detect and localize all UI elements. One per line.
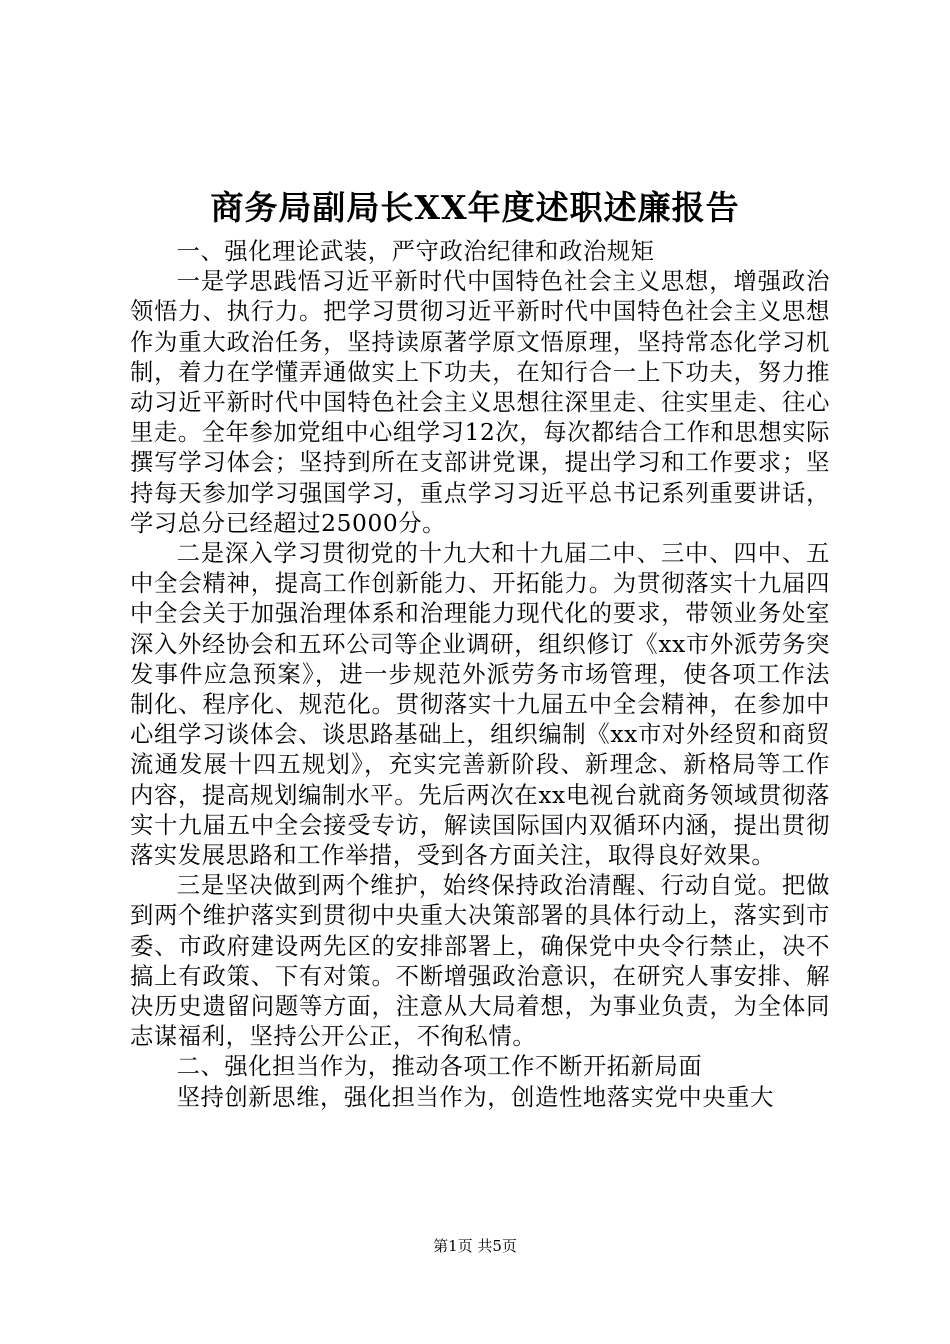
paragraph-2: 二是深入学习贯彻党的十九大和十九届二中、三中、四中、五中全会精神，提高工作创新能力、开拓能力。为贯彻落实十九届四中全会关于加强治理体系和治理能力现代化的要求，带领业务处室深入外经协会和五环公司等企业调研，组织修订《xx市外派劳务突发事件应急预案》，进一步规范外派劳务市场管理，使各项工作法制化、程序化、规范化。贯彻落实十九届五中全会精神，在参加中心组学习谈体会、谈思路基础上，组织编制《xx市对外经贸和商贸流通发展十四五规划》，充实完善新阶段、新理念、新格局等工作内容，提高规划编制水平。先后两次在xx电视台就商务领域贯彻落实十九届五中全会接受专访，解读国际国内双循环内涵，提出贯彻落实发展思路和工作举措，受到各方面关注，取得良好效果。 [130,540,830,870]
document-title: 商务局副局长XX年度述职述廉报告 [210,188,740,227]
section-heading-1: 一、强化理论武装，严守政治纪律和政治规矩 [176,238,655,265]
page-footer: 第1页 共5页 [433,1237,517,1255]
paragraph-4: 坚持创新思维，强化担当作为，创造性地落实党中央重大 [176,1083,775,1111]
paragraph-3: 三是坚决做到两个维护，始终保持政治清醒、行动自觉。把做到两个维护落实到贯彻中央重大决策部署的具体行动上，落实到市委、市政府建设两先区的安排部署上，确保党中央令行禁止，决不搞上有政策、下有对策。不断增强政治意识，在研究人事安排、解决历史遗留问题等方面，注意从大局着想，为事业负责，为全体同志谋福利，坚持公开公正，不徇私情。 [130,872,830,1051]
paragraph-1: 一是学思践悟习近平新时代中国特色社会主义思想，增强政治领悟力、执行力。把学习贯彻习近平新时代中国特色社会主义思想作为重大政治任务，坚持读原著学原文悟原理，坚持常态化学习机制，着力在学懂弄通做实上下功夫，在知行合一上下功夫，努力推动习近平新时代中国特色社会主义思想往深里走、往实里走、往心里走。全年参加党组中心组学习12次，每次都结合工作和思想实际撰写学习体会；坚持到所在支部讲党课，提出学习和工作要求；坚持每天参加学习强国学习，重点学习习近平总书记系列重要讲话，学习总分已经超过25000分。 [130,268,830,537]
document-body [130,237,830,1113]
section-heading-2: 二、强化担当作为，推动各项工作不断开拓新局面 [176,1053,703,1081]
